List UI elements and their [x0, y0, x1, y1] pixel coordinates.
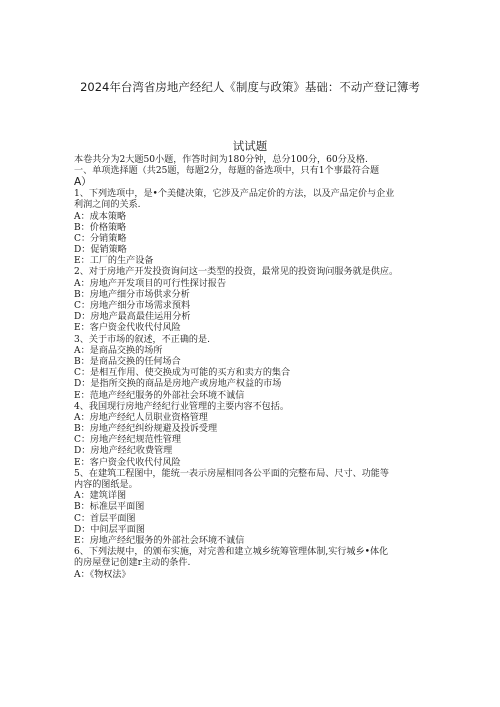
option-1a: A：成本策略 — [74, 211, 127, 222]
option-3c: C：是相互作用、使交换成为可能的买方和卖方的集合 — [74, 368, 291, 379]
document-title: 2024年台湾省房地产经纪人《制度与政策》基础：不动产登记簿考 — [80, 80, 420, 94]
option-3b: B：是商品交换的任何场合 — [74, 356, 181, 367]
option-2d: D：房地产最高最佳运用分析 — [74, 312, 191, 323]
option-4b: B：房地产经纪纠纷规避及投诉受理 — [74, 424, 218, 435]
option-2b: B：房地产细分市场供求分析 — [74, 289, 190, 300]
question-6-continued: 的房屋登记创建r主动的条件. — [74, 558, 191, 569]
option-4d: D：房地产经纪收费管理 — [74, 446, 173, 457]
question-5-continued: 内容的图纸是。 — [74, 480, 138, 491]
question-5: 5、在建筑工程图中，能统一表示房屋相同各公平面的完整布局、尺寸、功能等 — [74, 468, 389, 479]
question-1: 1、下列选项中，是•个美健决策，它涉及产品定价的方法，以及产品定价与企业 — [74, 189, 395, 200]
option-5a: A：建筑详图 — [74, 491, 127, 502]
option-3e: E：范地产经纪服务的外部社会环境不诚信 — [74, 390, 245, 401]
question-6: 6、下列法规中，的颁布实施，对完善和建立城乡统筹管理体制,实行城乡•体化 — [74, 547, 389, 558]
section-heading-continued: A） — [74, 176, 92, 189]
question-2: 2、对于房地产开发投资询问这一类型的投资，最常见的投资询问服务就是供应。 — [74, 267, 399, 278]
document-body — [74, 155, 434, 581]
option-3a: A：是商品交换的场所 — [74, 345, 163, 356]
question-3: 3、关于市场的叙述，不正确的是. — [74, 334, 210, 345]
question-4: 4、我国现行房地产经纪行业管理的主要内容不包括。 — [74, 401, 289, 412]
option-1c: C：分销策略 — [74, 233, 127, 244]
option-4c: C：房地产经纪规范性管理 — [74, 435, 181, 446]
option-2a: A：房地产开发项目的可行性探讨报告 — [74, 278, 227, 289]
intro-line: 本卷共分为2大题50小题，作答时间为180分钟，总分100分，60分及格. — [74, 155, 368, 165]
option-4a: A：房地产经纪人员职业资格管理 — [74, 412, 208, 423]
option-1d: D：促销策略 — [74, 245, 127, 256]
option-5c: C：首层平面图 — [74, 513, 136, 524]
option-5e: E：房地产经纪服务的外部社会环境不诚信 — [74, 535, 245, 546]
option-5d: D：中间层平面图 — [74, 524, 145, 535]
option-6a: A：《物权法》 — [74, 569, 131, 580]
option-3d: D：是指所交换的商品是房地产或房地产权益的市场 — [74, 379, 282, 390]
option-1e: E：工厂的生产设备 — [74, 256, 154, 267]
option-2c: C：房地产细分市场需求预料 — [74, 301, 191, 312]
document-title-continued: 试试题 — [232, 139, 268, 153]
question-1-continued: 利润之间的关系. — [74, 200, 141, 211]
option-5b: B：标准层平面图 — [74, 502, 145, 513]
section-heading: 一、单项选择题（共25题，每题2分，每题的备选项中，只有1个事最符合题 — [74, 166, 380, 177]
option-1b: B：价格策略 — [74, 222, 127, 233]
option-4e: E：客户资金代收代付风险 — [74, 457, 181, 468]
option-2e: E：客户资金代收代付风险 — [74, 323, 181, 334]
